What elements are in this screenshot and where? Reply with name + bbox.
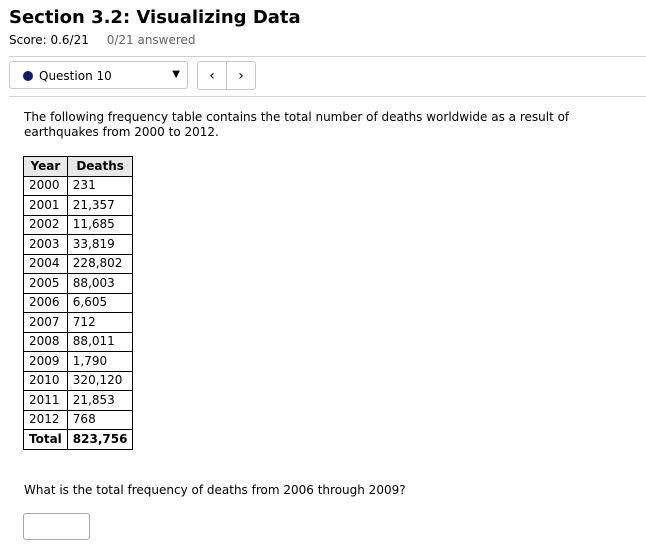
deaths-cell: 6,605 — [67, 293, 133, 313]
table-row — [24, 176, 133, 196]
question-intro: The following frequency table contains the total number of deaths worldwide as a result of earthquakes from 2000 to 2012. — [24, 110, 570, 139]
year-cell: 2009 — [24, 352, 68, 372]
deaths-cell: 320,120 — [67, 371, 133, 391]
deaths-cell: 1,790 — [67, 352, 133, 372]
year-cell: 2007 — [24, 313, 68, 333]
year-cell: 2001 — [24, 196, 68, 216]
table-row — [24, 293, 133, 313]
year-cell: 2003 — [24, 235, 68, 255]
total-value-cell: 823,756 — [67, 430, 133, 450]
table-row — [24, 235, 133, 255]
deaths-cell: 88,011 — [67, 332, 133, 352]
question-prompt: What is the total frequency of deaths from 2006 through 2009? — [24, 483, 406, 497]
deaths-cell: 88,003 — [67, 274, 133, 294]
table-total-row — [24, 430, 133, 450]
table-row — [24, 352, 133, 372]
year-cell: 2004 — [24, 254, 68, 274]
year-cell: 2002 — [24, 215, 68, 235]
score-line — [9, 32, 196, 48]
chevron-left-icon: ‹ — [209, 67, 215, 84]
year-cell: 2008 — [24, 332, 68, 352]
answer-input[interactable] — [23, 513, 90, 540]
question-nav — [197, 61, 256, 90]
year-cell: 2005 — [24, 274, 68, 294]
column-header-deaths: Deaths — [67, 157, 133, 177]
question-selector-label: Question 10 — [39, 69, 112, 83]
toolbar-divider — [9, 96, 646, 97]
total-label-cell: Total — [24, 430, 68, 450]
question-status-icon — [23, 71, 33, 81]
next-question-button[interactable] — [226, 62, 255, 89]
table-row — [24, 371, 133, 391]
year-cell: 2010 — [24, 371, 68, 391]
deaths-cell: 231 — [67, 176, 133, 196]
table-row — [24, 391, 133, 411]
deaths-cell: 712 — [67, 313, 133, 333]
deaths-cell: 33,819 — [67, 235, 133, 255]
caret-down-icon: ▼ — [172, 69, 180, 80]
answered-count: 0/21 answered — [106, 33, 196, 47]
score-text: Score: 0.6/21 — [9, 33, 89, 47]
table-row — [24, 410, 133, 430]
previous-question-button[interactable] — [198, 62, 226, 89]
frequency-table — [23, 156, 133, 450]
table-row — [24, 254, 133, 274]
year-cell: 2000 — [24, 176, 68, 196]
deaths-cell: 21,357 — [67, 196, 133, 216]
year-cell: 2011 — [24, 391, 68, 411]
deaths-cell: 228,802 — [67, 254, 133, 274]
deaths-cell: 21,853 — [67, 391, 133, 411]
column-header-year: Year — [24, 157, 68, 177]
table-row — [24, 332, 133, 352]
table-row — [24, 313, 133, 333]
table-header-row — [24, 157, 133, 177]
chevron-right-icon: › — [238, 67, 244, 84]
deaths-cell: 11,685 — [67, 215, 133, 235]
question-selector[interactable] — [9, 61, 188, 89]
table-row — [24, 274, 133, 294]
year-cell: 2006 — [24, 293, 68, 313]
header-divider — [9, 56, 646, 57]
table-row — [24, 196, 133, 216]
table-row — [24, 215, 133, 235]
page-title: Section 3.2: Visualizing Data — [9, 7, 301, 28]
year-cell: 2012 — [24, 410, 68, 430]
deaths-cell: 768 — [67, 410, 133, 430]
